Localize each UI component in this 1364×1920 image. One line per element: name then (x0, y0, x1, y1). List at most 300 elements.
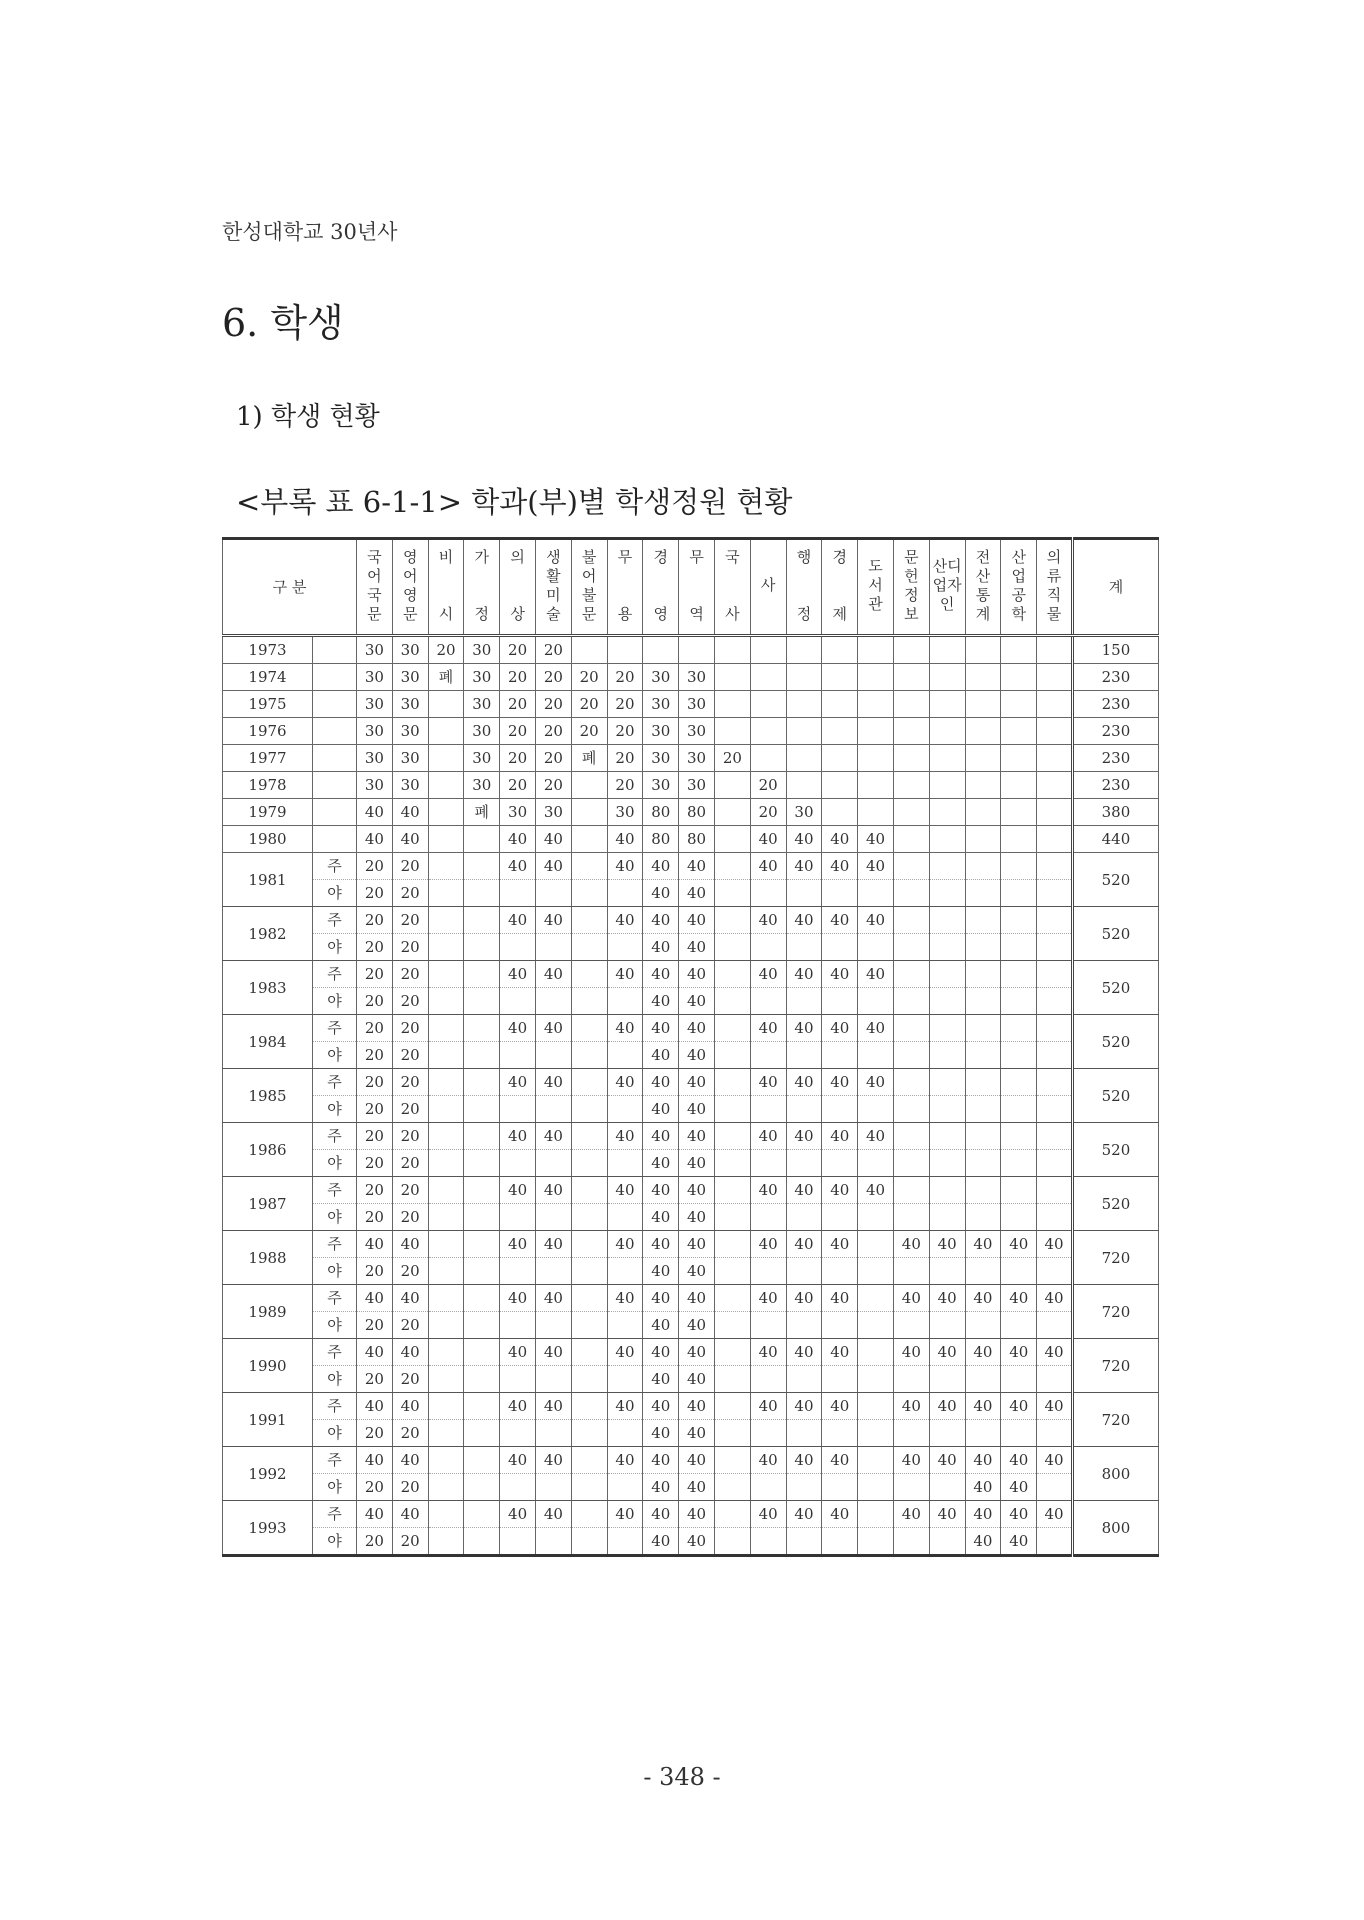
quota-cell (750, 1312, 786, 1339)
table-row-night (223, 1366, 1159, 1393)
quota-cell: 20 (392, 1123, 428, 1150)
quota-cell: 30 (392, 745, 428, 772)
quota-cell (714, 718, 750, 745)
quota-cell (428, 1258, 464, 1285)
enrollment-table (222, 537, 1159, 1557)
quota-cell (428, 1285, 464, 1312)
quota-cell: 20 (428, 636, 464, 664)
quota-cell: 80 (679, 799, 715, 826)
total-cell: 520 (1072, 907, 1158, 961)
quota-cell: 20 (571, 718, 607, 745)
quota-cell: 40 (750, 1177, 786, 1204)
column-header (1037, 539, 1073, 636)
quota-cell: 40 (786, 853, 822, 880)
quota-cell (1001, 1312, 1037, 1339)
quota-cell (714, 1069, 750, 1096)
quota-cell (858, 1096, 894, 1123)
quota-cell (786, 664, 822, 691)
table-row (223, 826, 1159, 853)
quota-cell: 40 (643, 1312, 679, 1339)
quota-cell: 20 (571, 691, 607, 718)
quota-cell (822, 636, 858, 664)
quota-cell (929, 853, 965, 880)
quota-cell: 40 (893, 1231, 929, 1258)
column-header-label: 경 제 (832, 547, 847, 623)
quota-cell: 20 (607, 772, 643, 799)
quota-cell (500, 1312, 536, 1339)
quota-cell (1037, 772, 1073, 799)
quota-cell: 20 (607, 745, 643, 772)
quota-cell (786, 1204, 822, 1231)
column-header (929, 539, 965, 636)
quota-cell (464, 1069, 500, 1096)
column-header (464, 539, 500, 636)
quota-cell (786, 636, 822, 664)
quota-cell: 40 (1001, 1528, 1037, 1556)
quota-cell (714, 826, 750, 853)
quota-cell (822, 1366, 858, 1393)
quota-cell (464, 934, 500, 961)
year-cell: 1974 (223, 664, 313, 691)
quota-cell: 40 (535, 1447, 571, 1474)
quota-cell: 40 (965, 1474, 1001, 1501)
quota-cell (428, 1366, 464, 1393)
corner-label: 구 분 (223, 539, 357, 636)
quota-cell (714, 664, 750, 691)
quota-cell: 30 (679, 772, 715, 799)
table-row-day (223, 1177, 1159, 1204)
quota-cell (750, 1474, 786, 1501)
quota-cell: 40 (500, 1447, 536, 1474)
quota-cell (714, 1204, 750, 1231)
quota-cell: 40 (535, 1339, 571, 1366)
shift-cell (313, 772, 357, 799)
quota-cell (1001, 1420, 1037, 1447)
quota-cell (464, 1150, 500, 1177)
quota-cell (822, 799, 858, 826)
quota-cell (571, 1204, 607, 1231)
quota-cell (858, 1528, 894, 1556)
quota-cell (929, 745, 965, 772)
quota-cell (1037, 1042, 1073, 1069)
quota-cell: 30 (643, 691, 679, 718)
quota-cell (965, 934, 1001, 961)
quota-cell (1001, 907, 1037, 934)
table-row-night (223, 1528, 1159, 1556)
quota-cell (428, 1393, 464, 1420)
quota-cell (535, 934, 571, 961)
running-head: 한성대학교 30년사 (222, 220, 398, 244)
total-cell: 520 (1072, 961, 1158, 1015)
quota-cell (858, 1366, 894, 1393)
quota-cell (714, 1393, 750, 1420)
quota-cell (428, 1015, 464, 1042)
quota-cell (464, 1447, 500, 1474)
quota-cell (929, 1204, 965, 1231)
quota-cell: 폐 (571, 745, 607, 772)
quota-cell: 40 (607, 1123, 643, 1150)
quota-cell (714, 1285, 750, 1312)
quota-cell (1001, 691, 1037, 718)
quota-cell: 40 (500, 1069, 536, 1096)
quota-cell: 20 (392, 988, 428, 1015)
quota-cell (1037, 664, 1073, 691)
year-cell: 1979 (223, 799, 313, 826)
quota-cell (929, 1474, 965, 1501)
quota-cell: 40 (679, 1366, 715, 1393)
quota-cell (1037, 718, 1073, 745)
quota-cell: 30 (392, 718, 428, 745)
quota-cell: 40 (750, 1231, 786, 1258)
quota-cell: 20 (500, 745, 536, 772)
quota-cell: 40 (535, 853, 571, 880)
quota-cell (571, 1258, 607, 1285)
quota-cell: 80 (643, 826, 679, 853)
quota-cell (1001, 988, 1037, 1015)
quota-cell (464, 1204, 500, 1231)
table-row (223, 718, 1159, 745)
quota-cell (1001, 1366, 1037, 1393)
quota-cell: 40 (500, 1015, 536, 1042)
quota-cell: 40 (786, 907, 822, 934)
quota-cell: 20 (392, 1069, 428, 1096)
quota-cell: 20 (500, 664, 536, 691)
quota-cell: 20 (357, 1015, 393, 1042)
quota-cell: 40 (1037, 1339, 1073, 1366)
quota-cell: 40 (858, 907, 894, 934)
quota-cell: 40 (822, 826, 858, 853)
quota-cell: 20 (392, 907, 428, 934)
quota-cell: 40 (500, 1501, 536, 1528)
quota-cell (929, 1366, 965, 1393)
quota-cell: 40 (535, 1177, 571, 1204)
quota-cell: 20 (392, 880, 428, 907)
shift-day-label: 주 (313, 1285, 357, 1312)
quota-cell (535, 1474, 571, 1501)
quota-cell (679, 636, 715, 664)
quota-cell: 40 (893, 1285, 929, 1312)
quota-cell (822, 691, 858, 718)
quota-cell (929, 907, 965, 934)
quota-cell: 40 (607, 1231, 643, 1258)
quota-cell (571, 934, 607, 961)
total-cell: 230 (1072, 691, 1158, 718)
quota-cell: 20 (357, 1150, 393, 1177)
table-row-day (223, 1015, 1159, 1042)
quota-cell (607, 934, 643, 961)
total-cell: 520 (1072, 1177, 1158, 1231)
quota-cell: 40 (822, 1339, 858, 1366)
quota-cell (535, 988, 571, 1015)
quota-cell (1037, 691, 1073, 718)
quota-cell (1037, 799, 1073, 826)
quota-cell (714, 1150, 750, 1177)
table-row-night (223, 1420, 1159, 1447)
quota-cell: 20 (357, 880, 393, 907)
quota-cell: 40 (607, 1069, 643, 1096)
column-header (679, 539, 715, 636)
quota-cell (822, 1258, 858, 1285)
quota-cell (965, 691, 1001, 718)
quota-cell: 40 (1001, 1285, 1037, 1312)
quota-cell (929, 1069, 965, 1096)
quota-cell: 40 (679, 1339, 715, 1366)
quota-cell: 40 (679, 1204, 715, 1231)
quota-cell: 40 (392, 826, 428, 853)
quota-cell (1037, 1177, 1073, 1204)
quota-cell: 40 (858, 961, 894, 988)
year-cell: 1984 (223, 1015, 313, 1069)
quota-cell: 40 (607, 1447, 643, 1474)
column-header-label: 국 어 국 문 (367, 547, 382, 623)
quota-cell: 20 (357, 1528, 393, 1556)
quota-cell: 40 (1001, 1231, 1037, 1258)
quota-cell: 40 (392, 1393, 428, 1420)
quota-cell: 20 (392, 1096, 428, 1123)
quota-cell (858, 1150, 894, 1177)
quota-cell (1001, 636, 1037, 664)
quota-cell: 40 (858, 853, 894, 880)
quota-cell (571, 1393, 607, 1420)
quota-cell (750, 718, 786, 745)
quota-cell (500, 880, 536, 907)
column-header (357, 539, 393, 636)
quota-cell: 20 (357, 1177, 393, 1204)
quota-cell: 30 (679, 745, 715, 772)
quota-cell: 20 (535, 718, 571, 745)
quota-cell: 80 (679, 826, 715, 853)
quota-cell (714, 1096, 750, 1123)
shift-night-label: 야 (313, 1096, 357, 1123)
quota-cell (571, 1069, 607, 1096)
quota-cell (858, 934, 894, 961)
table-row (223, 636, 1159, 664)
quota-cell: 40 (822, 853, 858, 880)
quota-cell: 40 (500, 1339, 536, 1366)
quota-cell (1001, 1069, 1037, 1096)
column-header (858, 539, 894, 636)
quota-cell (893, 1177, 929, 1204)
quota-cell: 40 (965, 1339, 1001, 1366)
quota-cell (428, 1312, 464, 1339)
quota-cell: 40 (607, 1177, 643, 1204)
table-row-day (223, 853, 1159, 880)
quota-cell: 20 (750, 772, 786, 799)
quota-cell (858, 1258, 894, 1285)
quota-cell (571, 1366, 607, 1393)
quota-cell: 40 (392, 1285, 428, 1312)
quota-cell (714, 907, 750, 934)
quota-cell (965, 853, 1001, 880)
quota-cell: 40 (1001, 1501, 1037, 1528)
quota-cell (822, 1528, 858, 1556)
quota-cell (714, 1528, 750, 1556)
quota-cell (929, 934, 965, 961)
quota-cell (786, 772, 822, 799)
quota-cell: 40 (643, 1447, 679, 1474)
quota-cell (965, 961, 1001, 988)
quota-cell (428, 799, 464, 826)
quota-cell: 30 (357, 772, 393, 799)
total-cell: 230 (1072, 664, 1158, 691)
quota-cell (858, 691, 894, 718)
quota-cell: 40 (535, 1231, 571, 1258)
shift-day-label: 주 (313, 907, 357, 934)
quota-cell (965, 1177, 1001, 1204)
quota-cell (822, 988, 858, 1015)
quota-cell: 80 (643, 799, 679, 826)
quota-cell (464, 1339, 500, 1366)
quota-cell (1001, 772, 1037, 799)
quota-cell (893, 1096, 929, 1123)
quota-cell (464, 1042, 500, 1069)
column-header-label: 무 용 (617, 547, 633, 623)
quota-cell: 30 (786, 799, 822, 826)
shift-night-label: 야 (313, 1366, 357, 1393)
quota-cell (643, 636, 679, 664)
total-cell: 720 (1072, 1339, 1158, 1393)
quota-cell (571, 1231, 607, 1258)
quota-cell (571, 1420, 607, 1447)
quota-cell (822, 1150, 858, 1177)
year-cell: 1975 (223, 691, 313, 718)
quota-cell: 20 (535, 691, 571, 718)
total-cell: 520 (1072, 1015, 1158, 1069)
quota-cell: 20 (392, 1204, 428, 1231)
quota-cell: 40 (607, 1015, 643, 1042)
year-cell: 1976 (223, 718, 313, 745)
quota-cell (929, 1528, 965, 1556)
quota-cell (822, 1096, 858, 1123)
total-cell: 520 (1072, 1069, 1158, 1123)
table-row (223, 745, 1159, 772)
quota-cell (571, 1150, 607, 1177)
quota-cell (929, 772, 965, 799)
quota-cell: 20 (607, 691, 643, 718)
quota-cell (428, 718, 464, 745)
quota-cell (500, 1420, 536, 1447)
quota-cell: 30 (392, 664, 428, 691)
quota-cell (571, 1177, 607, 1204)
quota-cell (1037, 961, 1073, 988)
table-row-day (223, 1285, 1159, 1312)
quota-cell (1001, 1150, 1037, 1177)
quota-cell: 20 (750, 799, 786, 826)
quota-cell (965, 880, 1001, 907)
quota-cell (607, 636, 643, 664)
shift-cell (313, 691, 357, 718)
quota-cell (929, 988, 965, 1015)
shift-night-label: 야 (313, 934, 357, 961)
quota-cell: 40 (965, 1501, 1001, 1528)
quota-cell: 20 (535, 664, 571, 691)
total-cell: 720 (1072, 1231, 1158, 1285)
quota-cell (965, 1258, 1001, 1285)
quota-cell (500, 1096, 536, 1123)
quota-cell: 40 (357, 1393, 393, 1420)
quota-cell (929, 880, 965, 907)
quota-cell (858, 1285, 894, 1312)
table-caption: <부록 표 6-1-1> 학과(부)별 학생정원 현황 (236, 485, 793, 519)
quota-cell (965, 799, 1001, 826)
quota-cell: 40 (822, 1447, 858, 1474)
quota-cell: 40 (965, 1528, 1001, 1556)
quota-cell: 40 (1001, 1393, 1037, 1420)
quota-cell (965, 1420, 1001, 1447)
shift-night-label: 야 (313, 1312, 357, 1339)
quota-cell: 40 (1001, 1339, 1037, 1366)
quota-cell: 40 (643, 1015, 679, 1042)
quota-cell (858, 636, 894, 664)
quota-cell (571, 1015, 607, 1042)
year-cell: 1986 (223, 1123, 313, 1177)
quota-cell: 40 (750, 907, 786, 934)
quota-cell (786, 745, 822, 772)
quota-cell: 40 (858, 1123, 894, 1150)
quota-cell (571, 1042, 607, 1069)
shift-cell (313, 636, 357, 664)
quota-cell (1001, 1177, 1037, 1204)
quota-cell: 20 (357, 988, 393, 1015)
quota-cell: 20 (392, 1177, 428, 1204)
quota-cell (714, 1312, 750, 1339)
quota-cell (571, 880, 607, 907)
quota-cell (464, 1123, 500, 1150)
quota-cell (858, 664, 894, 691)
quota-cell: 30 (500, 799, 536, 826)
quota-cell (1037, 1420, 1073, 1447)
total-cell: 720 (1072, 1285, 1158, 1339)
table-row-day (223, 1231, 1159, 1258)
shift-day-label: 주 (313, 1177, 357, 1204)
quota-cell: 40 (679, 1150, 715, 1177)
quota-cell: 40 (679, 880, 715, 907)
quota-cell: 20 (392, 1150, 428, 1177)
quota-cell (571, 1312, 607, 1339)
quota-cell: 40 (858, 1177, 894, 1204)
quota-cell (500, 1258, 536, 1285)
quota-cell (1037, 880, 1073, 907)
table-row (223, 664, 1159, 691)
quota-cell: 40 (643, 907, 679, 934)
quota-cell (1001, 1258, 1037, 1285)
table-row (223, 772, 1159, 799)
column-header-label: 경 영 (653, 547, 669, 623)
shift-day-label: 주 (313, 1015, 357, 1042)
column-header-label: 가 정 (474, 547, 490, 623)
quota-cell: 20 (392, 1258, 428, 1285)
quota-cell (464, 1393, 500, 1420)
quota-cell: 40 (679, 907, 715, 934)
quota-cell (428, 1204, 464, 1231)
quota-cell: 40 (965, 1285, 1001, 1312)
quota-cell (965, 1123, 1001, 1150)
quota-cell: 40 (786, 1123, 822, 1150)
quota-cell: 30 (392, 691, 428, 718)
quota-cell: 30 (464, 718, 500, 745)
quota-cell (607, 1096, 643, 1123)
column-header-label: 생 활 미 술 (546, 547, 561, 623)
column-header-label: 산디 업자 인 (932, 557, 962, 613)
quota-cell: 20 (357, 961, 393, 988)
quota-cell: 20 (357, 853, 393, 880)
shift-night-label: 야 (313, 1420, 357, 1447)
quota-cell (428, 826, 464, 853)
quota-cell (893, 988, 929, 1015)
quota-cell (893, 1150, 929, 1177)
quota-cell: 40 (357, 826, 393, 853)
total-cell: 230 (1072, 772, 1158, 799)
